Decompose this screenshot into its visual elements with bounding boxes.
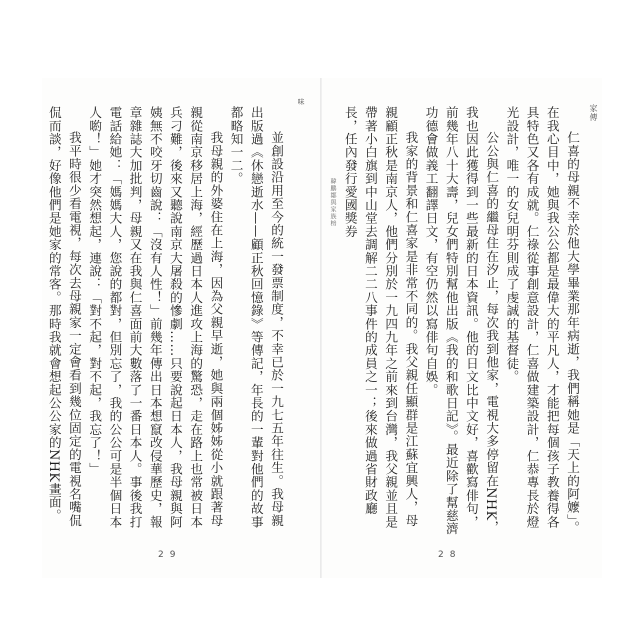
- left-page-number: 29: [158, 550, 182, 560]
- right-chapter-title: 韓鵬鄒與家族榜: [329, 178, 336, 227]
- right-page: [322, 78, 602, 578]
- right-page-body: [330, 106, 582, 536]
- left-paragraph-3: 我平時很少看電視，每次去母親家一定會看到幾位固定的電視名嘴侃侃而談，好像他們是她家的常客。那時我就會想起公公家的NHK畫面。: [46, 106, 82, 528]
- left-paragraph-2: 我母親的外婆住在上海，因為父親早逝，她與兩個姊姊從小就跟著母親從南京移居上海，經歷過日本人進攻上海的驚恐，走在路上也常被日本兵刁難，後來又聽說南京大屠殺的慘劇……只要說起日本人，我母親與阿姨無不咬牙切齒說：「沒有人性！」前幾年傳出日本想竄改侵華歷史，報章雜誌大加批判，母親又在我與仁喜面前大數落了一番日本人。事後我打電話給她：「媽媽大人，您說的都對，但別忘了，我的公公可是半個日本人喲！」她才突然想起，連說：「對不起，對不起，我忘了！」: [87, 106, 224, 529]
- left-paragraph-1: 並創設沿用至今的統一發票制度，不幸已於一九七五年往生。我母親出版過《休戀逝水——顧正秋回憶錄》等傳記，年長的一輩對他們的故事都略知一二。: [228, 106, 284, 529]
- left-page: [42, 78, 322, 578]
- right-paragraph-2: 公公與仁喜的繼母住在汐止，每次我到他家，電視大多停留在NHK，我也因此獲得到一些最新的日本資訊。他的日文比中文好，喜歡寫俳句，前幾年八十大壽，兒女們特別幫他出版《我的和歌日記》。最近除了幫慈濟功德會做義工翻譯日文，有空仍然以寫俳句自娛。: [423, 106, 500, 536]
- right-paragraph-3: 我家的背景和仁喜家是非常不同的。我父親任顯群是江蘇宜興人，母親顧正秋是南京人，他們分別於一九四九年之前來到台灣，我父親並且是帶著小白旗到中山堂去調解二二八事件的成員之一；後來做過省財政廳長，任內發行愛國獎券: [342, 106, 419, 529]
- right-running-head: 家傳: [589, 104, 598, 122]
- right-page-number: 28: [438, 550, 462, 560]
- left-page-body: [46, 106, 286, 536]
- right-paragraph-1: 仁喜的母親不幸於他大學畢業那年病逝，我們稱她是「天上的阿嬤」。在我心目中，她與我公公都是最偉大的平凡人，才能把每個孩子教養得各具特色又各有成就。仁祿從事創意設計，仁喜做建築設計，仁恭專長於燈光設計，唯一的女兒明芬則成了虔誠的基督徒。: [504, 106, 580, 535]
- left-running-head: 味: [297, 98, 305, 105]
